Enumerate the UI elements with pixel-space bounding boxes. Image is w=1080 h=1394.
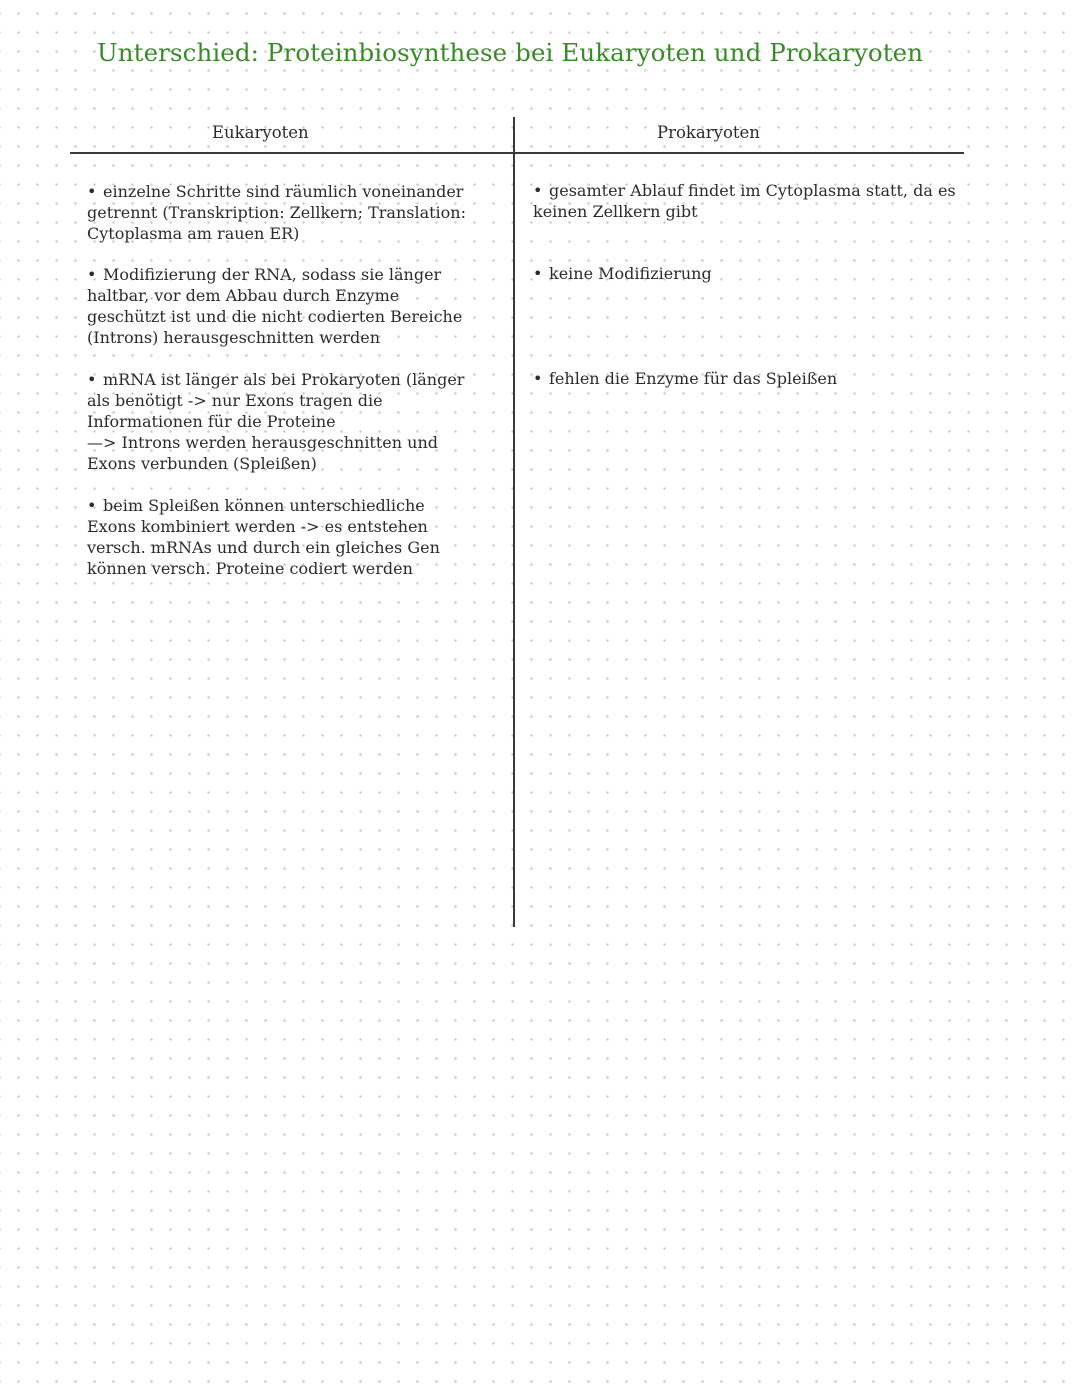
eukaryoten-point-1: • einzelne Schritte sind räumlich voneinander getrennt (Transkription: Zellkern; Translation: Cytoplasma am rauen ER) xyxy=(87,182,466,243)
prokaryoten-point-1: • gesamter Ablauf findet im Cytoplasma statt, da es keinen Zellkern gibt xyxy=(533,181,956,221)
bullet-icon: • xyxy=(533,181,543,200)
eukaryoten-point-4: • beim Spleißen können unterschiedliche Exons kombiniert werden -> es entstehen versch. mRNAs und durch ein gleiches Gen können versch. Proteine codiert werden xyxy=(87,496,440,578)
bullet-icon: • xyxy=(87,370,97,389)
prokaryoten-point-2: • keine Modifizierung xyxy=(533,264,712,283)
bullet-icon: • xyxy=(533,264,543,283)
column-header-prokaryoten: Prokaryoten xyxy=(657,123,760,142)
bullet-icon: • xyxy=(87,182,97,201)
column-header-eukaryoten: Eukaryoten xyxy=(212,123,309,142)
page-title: Unterschied: Proteinbiosynthese bei Eukaryoten und Prokaryoten xyxy=(97,38,924,67)
bullet-icon: • xyxy=(533,369,543,388)
eukaryoten-point-2: • Modifizierung der RNA, sodass sie länger haltbar, vor dem Abbau durch Enzyme geschützt ist und die nicht codierten Bereiche (Introns) herausgeschnitten werden xyxy=(87,265,463,347)
prokaryoten-point-3: • fehlen die Enzyme für das Spleißen xyxy=(533,369,838,388)
bullet-icon: • xyxy=(87,265,97,284)
eukaryoten-point-3: • mRNA ist länger als bei Prokaryoten (länger als benötigt -> nur Exons tragen die Informationen für die Proteine —> Introns werden herausgeschnitten und Exons verbunden (Spleißen) xyxy=(87,370,465,473)
table-header-divider xyxy=(70,152,964,154)
bullet-icon: • xyxy=(87,496,97,515)
column-divider xyxy=(513,117,515,927)
